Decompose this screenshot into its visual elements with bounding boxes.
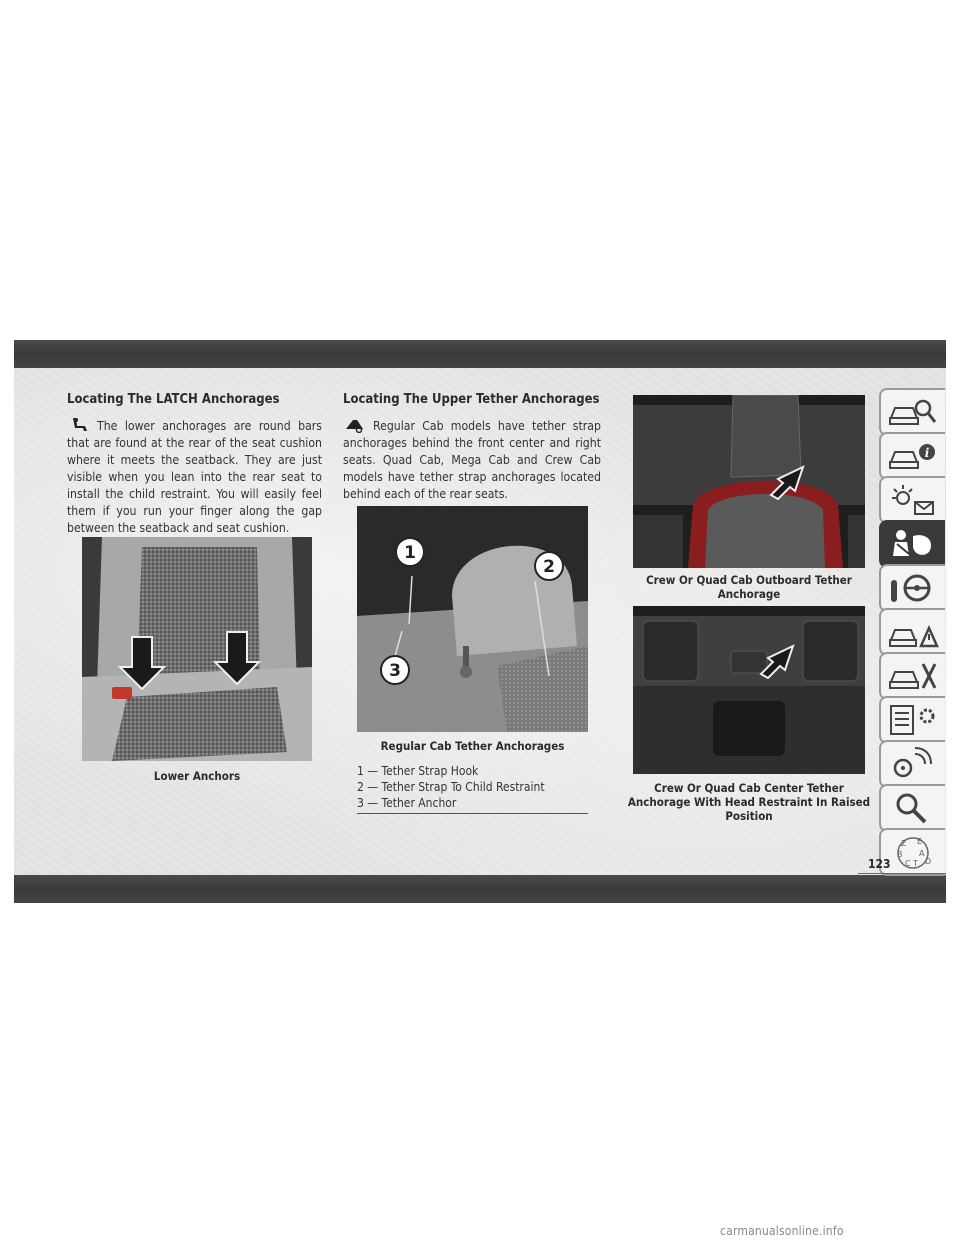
legend-item-1: 1 — Tether Strap Hook xyxy=(357,764,479,778)
regular-cab-tether-photo xyxy=(357,506,588,732)
tab-warning-lights[interactable] xyxy=(879,476,945,524)
tether-heading: Locating The Upper Tether Anchorages xyxy=(343,392,600,407)
index-az-icon xyxy=(887,834,939,872)
tab-vehicle-info[interactable] xyxy=(879,432,945,480)
svg-text:T: T xyxy=(913,859,918,868)
latch-body: The lower anchorages are round bars that are found at the rear of the seat cushion where it meets the seatback. They are just visible when you lean into the rear seat to install the child restraint. You will easily feel them if you run your finger along the gap between the seatback and seat cushion. xyxy=(67,419,322,535)
service-tools-icon xyxy=(887,658,939,696)
steering-wheel-icon xyxy=(887,570,939,608)
svg-text:A: A xyxy=(919,849,925,858)
legend-item-3: 3 — Tether Anchor xyxy=(357,796,457,810)
tab-specifications[interactable] xyxy=(879,696,945,744)
vehicle-search-icon xyxy=(887,394,939,432)
child-seat-lower-anchor-icon xyxy=(67,417,91,433)
tab-emergency[interactable] xyxy=(879,608,945,656)
outboard-tether-caption: Crew Or Quad Cab Outboard Tether Anchorage xyxy=(646,573,852,601)
svg-text:1: 1 xyxy=(404,543,416,563)
svg-text:2: 2 xyxy=(543,557,555,577)
roadside-emergency-icon xyxy=(887,614,939,652)
latch-heading: Locating The LATCH Anchorages xyxy=(67,392,280,407)
svg-text:i: i xyxy=(924,446,930,460)
tab-multimedia[interactable] xyxy=(879,740,945,788)
watermark-text[interactable]: carmanualsonline.info xyxy=(720,1224,844,1238)
callout-legend xyxy=(357,763,545,811)
center-tether-photo xyxy=(633,606,865,774)
center-tether-caption: Crew Or Quad Cab Center Tether Anchorage With Head Restraint In Raised Position xyxy=(627,781,871,823)
vehicle-info-icon xyxy=(887,438,939,476)
svg-text:3: 3 xyxy=(389,661,401,681)
bottom-decorative-band xyxy=(14,875,946,903)
lower-anchors-photo xyxy=(82,537,312,761)
tether-anchor-icon xyxy=(343,417,367,433)
red-anchor-marker xyxy=(112,687,132,699)
svg-text:E: E xyxy=(917,837,923,846)
svg-text:C: C xyxy=(905,859,911,868)
lower-anchors-caption: Lower Anchors xyxy=(153,769,241,783)
svg-text:D: D xyxy=(925,857,932,866)
warning-light-message-icon xyxy=(887,482,939,520)
outboard-tether-photo xyxy=(633,395,865,568)
tether-body: Regular Cab models have tether strap anchorages behind the front center and right seats. Quad Cab, Mega Cab and Crew Cab models have tether strap anchorages located behind each of the rear seats. xyxy=(343,419,601,501)
callout-3 xyxy=(381,656,409,684)
top-decorative-band xyxy=(14,340,946,368)
tab-safety[interactable] xyxy=(879,520,945,568)
search-icon xyxy=(887,790,939,828)
tab-vehicle-search[interactable] xyxy=(879,388,945,436)
tab-search[interactable] xyxy=(879,784,945,832)
specifications-gear-icon xyxy=(887,702,939,740)
svg-text:Z: Z xyxy=(901,839,907,848)
page-number: 123 xyxy=(868,857,891,871)
regular-cab-tether-caption: Regular Cab Tether Anchorages xyxy=(380,739,565,753)
safety-airbag-icon xyxy=(887,526,939,564)
legend-item-2: 2 — Tether Strap To Child Restraint xyxy=(357,780,545,794)
tab-servicing[interactable] xyxy=(879,652,945,700)
svg-text:B: B xyxy=(897,850,903,859)
multimedia-icon xyxy=(887,746,939,784)
legend-divider xyxy=(357,813,588,814)
callout-1 xyxy=(396,538,424,566)
callout-2 xyxy=(535,552,563,580)
tab-starting-operating[interactable] xyxy=(879,564,945,612)
page-number-rule xyxy=(858,873,946,874)
